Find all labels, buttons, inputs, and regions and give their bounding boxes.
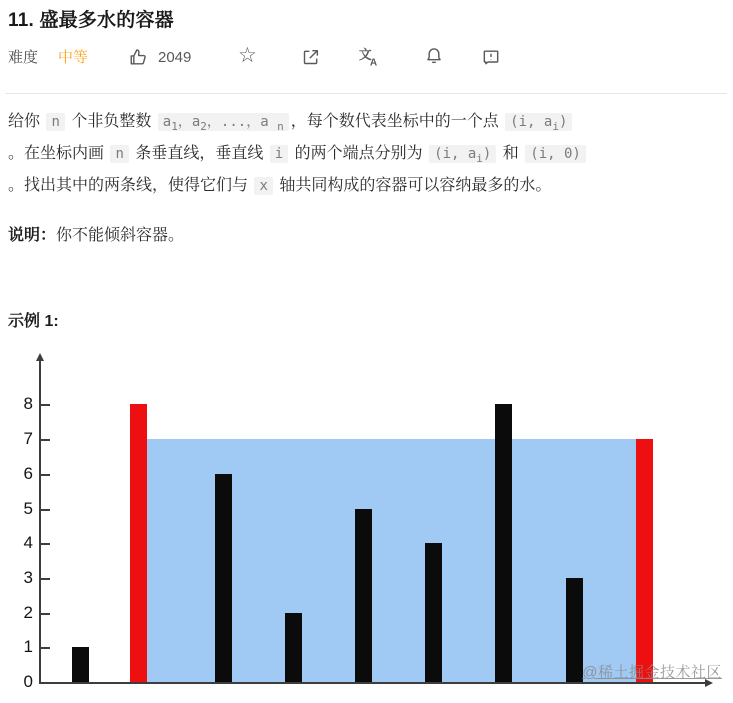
like-button[interactable] bbox=[128, 47, 191, 67]
difficulty-badge: 中等 bbox=[58, 49, 89, 66]
chart-bar bbox=[215, 474, 232, 682]
note-text: 你不能倾斜容器。 bbox=[56, 227, 185, 244]
translate-icon bbox=[358, 46, 380, 68]
y-axis-tick bbox=[41, 404, 50, 406]
y-axis-tick bbox=[41, 509, 50, 511]
inline-code: (i, 0) bbox=[525, 145, 586, 163]
description-line: 。找出其中的两条线，使得它们与 x 轴共同构成的容器可以容纳最多的水。 bbox=[8, 177, 552, 194]
note bbox=[8, 222, 184, 245]
svg-text:A: A bbox=[369, 57, 378, 68]
y-tick-label: 6 bbox=[23, 463, 33, 483]
y-axis-tick bbox=[41, 613, 50, 615]
feedback-icon bbox=[481, 47, 501, 67]
translate-button[interactable] bbox=[358, 46, 380, 68]
share-icon bbox=[301, 47, 321, 67]
y-tick-label: 2 bbox=[23, 602, 33, 622]
chart-bar bbox=[72, 647, 89, 682]
example-figure bbox=[0, 355, 733, 703]
y-axis-tick bbox=[41, 474, 50, 476]
chart-bar bbox=[285, 613, 302, 682]
y-axis-tick bbox=[41, 647, 50, 649]
inline-code: i bbox=[270, 145, 288, 163]
y-tick-label: 4 bbox=[23, 533, 33, 553]
inline-code: $a_1$，$a_2$，...，a $_n$ bbox=[158, 113, 289, 131]
star-button[interactable] bbox=[238, 44, 257, 68]
y-tick-label: 0 bbox=[23, 672, 33, 691]
inline-code: x bbox=[254, 177, 272, 195]
inline-code: n bbox=[110, 145, 128, 163]
example-label: 示例 1: bbox=[8, 313, 59, 330]
svg-text:文: 文 bbox=[358, 47, 372, 63]
feedback-button[interactable] bbox=[481, 47, 501, 67]
description-line: 给你 n 个非负整数 $a_1$，$a_2$，...，a $_n$ ，每个数代表坐标中的一个点 (i, $a_i$) bbox=[8, 106, 725, 138]
chart-bar bbox=[636, 439, 653, 682]
divider bbox=[5, 93, 727, 94]
y-axis-tick bbox=[41, 578, 50, 580]
description-line: 。在坐标内画 n 条垂直线，垂直线 i 的两个端点分别为 (i, $a_i$) 和 (i, 0) bbox=[8, 138, 725, 170]
y-axis bbox=[39, 359, 41, 682]
thumbs-up-icon bbox=[128, 47, 148, 67]
y-tick-label: 8 bbox=[23, 394, 33, 414]
y-tick-label: 5 bbox=[23, 498, 33, 518]
bell-icon bbox=[424, 46, 444, 66]
share-button[interactable] bbox=[301, 47, 321, 67]
chart-bar bbox=[566, 578, 583, 682]
inline-code: (i, $a_i$) bbox=[505, 113, 572, 131]
inline-code: n bbox=[46, 113, 64, 131]
bell-button[interactable] bbox=[424, 46, 444, 66]
difficulty-label: 难度 bbox=[8, 49, 39, 66]
inline-code: (i, $a_i$) bbox=[429, 145, 496, 163]
problem-description bbox=[8, 106, 725, 202]
chart-bar bbox=[495, 404, 512, 682]
y-tick-label: 7 bbox=[23, 429, 33, 449]
chart-bar bbox=[130, 404, 147, 682]
watermark: @稀土掘金技术社区 bbox=[582, 664, 722, 681]
y-axis-arrow bbox=[36, 353, 44, 361]
note-label: 说明： bbox=[8, 227, 57, 244]
y-tick-label: 3 bbox=[23, 567, 33, 587]
like-count: 2049 bbox=[158, 48, 192, 66]
chart-bar bbox=[425, 543, 442, 682]
page-title: 11. 盛最多水的容器 bbox=[8, 10, 174, 31]
y-axis-tick bbox=[41, 439, 50, 441]
x-axis bbox=[39, 682, 705, 684]
y-tick-label: 1 bbox=[23, 637, 33, 657]
chart-bar bbox=[355, 509, 372, 683]
y-axis-tick bbox=[41, 543, 50, 545]
star-icon: ☆ bbox=[238, 44, 257, 67]
